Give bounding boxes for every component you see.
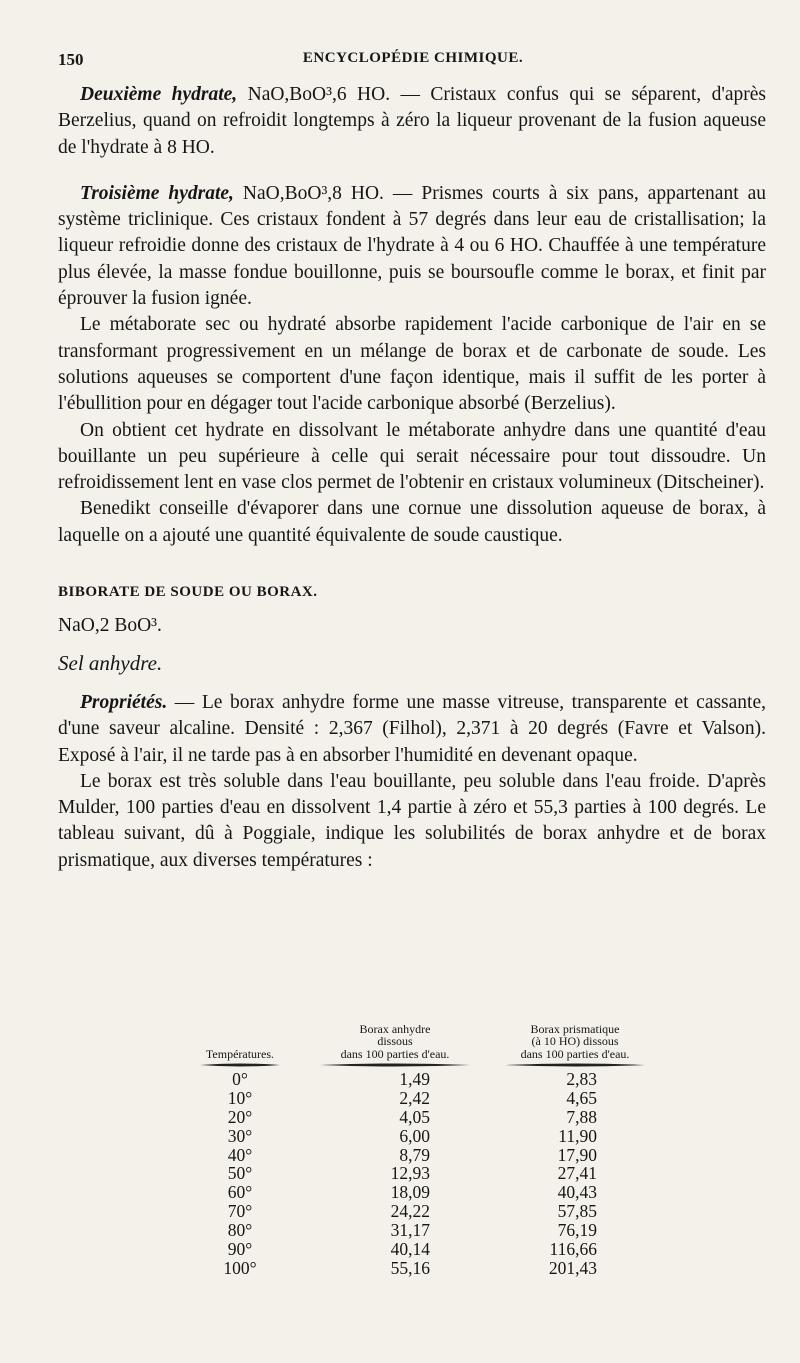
cell-borax-anhydre: 4,05 [399,1106,430,1127]
cell-temperature: 0° [232,1069,248,1089]
section-title: BIBORATE DE SOUDE OU BORAX. [58,584,318,601]
cell-borax-prismatique: 11,90 [558,1125,597,1146]
paragraph-text: NaO,BoO³,8 HO. — Prismes courts à six pans, appartenant au système triclinique. Ces cristaux fondent à 57 degrés dans leur eau de cristallisation; la liqueur refroidie donne des cristaux de l'hydrate à 4 ou 6 HO. Chauffée à une température plus élevée, la masse fondue bouillonne, puis se boursoufle comme le borax, et finit par éprouver la fusion ignée. [58,182,766,310]
cell-temperature: 70° [227,1201,253,1222]
cell-temperature: 90° [227,1239,253,1260]
cell-borax-anhydre: 12,93 [390,1163,430,1184]
cell-temperature: 40° [227,1144,253,1165]
cell-borax-anhydre: 2,42 [399,1087,430,1108]
cell-borax-prismatique: 27,41 [557,1163,597,1184]
header-rule [505,1062,645,1068]
header-line: dans 100 parties d'eau. [520,1046,630,1061]
cell-borax-anhydre: 1,49 [399,1069,430,1089]
table-row [170,1221,670,1240]
table-row [170,1108,670,1127]
cell-borax-anhydre: 31,17 [390,1220,430,1241]
paragraph-troisieme-hydrate [58,181,766,312]
header-borax-anhydre [310,1023,480,1061]
table-body [170,1070,670,1278]
table-row [170,1240,670,1259]
page-header [58,50,768,72]
cell-temperature: 10° [227,1087,253,1108]
paragraph-deuxieme-hydrate [58,82,766,161]
table-row [170,1164,670,1183]
cell-borax-anhydre: 40,14 [390,1239,430,1260]
paragraph-proprietes [58,690,766,769]
table-row [170,1183,670,1202]
cell-borax-prismatique: 57,85 [557,1201,597,1222]
header-line: dans 100 parties d'eau. [340,1046,450,1061]
cell-borax-anhydre: 24,22 [390,1201,430,1222]
cell-borax-prismatique: 4,65 [566,1087,597,1108]
cell-borax-prismatique: 2,83 [566,1069,597,1089]
header-line: (à 10 HO) dissous [531,1034,619,1048]
paragraph-obtention: On obtient cet hydrate en dissolvant le métaborate anhydre dans une quantité d'eau bouillante un peu supérieure à celle qui serait nécessaire pour tout dissoudre. Un refroidissement lent en vase clos permet de l'obtenir en cristaux volumineux (Ditscheiner). [58,419,766,494]
section-formula: NaO,2 BoO³. [58,615,162,637]
cell-temperature: 80° [227,1220,253,1241]
table-row [170,1202,670,1221]
table-row [170,1070,670,1089]
cell-borax-anhydre: 8,79 [399,1144,430,1165]
solubility-table [170,1008,670,1278]
header-rule [320,1062,470,1068]
table-header [170,1008,670,1062]
cell-borax-prismatique: 17,90 [557,1144,597,1165]
header-line: Borax prismatique [530,1021,620,1036]
cell-borax-prismatique: 40,43 [557,1182,597,1203]
page-number: 150 [58,50,84,69]
cell-temperature: 60° [227,1182,253,1203]
cell-borax-prismatique: 76,19 [557,1220,597,1241]
section-subtitle: Sel anhydre. [58,650,163,675]
header-borax-prismatique [495,1023,655,1061]
cell-borax-anhydre: 6,00 [399,1125,430,1146]
table-row [170,1146,670,1165]
header-line: dissous [377,1034,413,1048]
cell-temperature: 50° [227,1163,253,1184]
paragraph-text: NaO,BoO³,6 HO. — Cristaux confus qui se séparent, d'après Berzelius, quand on refroidit longtemps à zéro la liqueur provenant de la fusion aqueuse de l'hydrate à 8 HO. [58,84,766,158]
header-temperatures: Températures. [205,1046,275,1061]
cell-temperature: 30° [227,1125,253,1146]
cell-temperature: 20° [227,1106,253,1127]
cell-borax-prismatique: 201,43 [548,1257,597,1278]
paragraph-benedikt: Benedikt conseille d'évaporer dans une cornue une dissolution aqueuse de borax, à laquelle on a ajouté une quantité équivalente de soude caustique. [58,498,766,546]
table-row [170,1127,670,1146]
body-text [58,82,766,874]
paragraph-text: — Le borax anhydre forme une masse vitreuse, transparente et cassante, d'une saveur alcaline. Densité : 2,367 (Filhol), 2,371 à 20 degrés (Favre et Valson). Exposé à l'air, il ne tarde pas à en absorber l'humidité en devenant opaque. [58,691,766,766]
header-rule [200,1062,280,1068]
cell-borax-anhydre: 18,09 [390,1182,430,1203]
paragraph-lead: Propriétés. [80,691,168,713]
table-row [170,1259,670,1278]
table-row [170,1089,670,1108]
cell-temperature: 100° [223,1257,257,1278]
cell-borax-prismatique: 116,66 [549,1239,597,1260]
cell-borax-anhydre: 55,16 [390,1257,430,1278]
running-title: ENCYCLOPÉDIE CHIMIQUE. [302,50,524,66]
cell-borax-prismatique: 7,88 [566,1106,597,1127]
paragraph-solubilite: Le borax est très soluble dans l'eau bouillante, peu soluble dans l'eau froide. D'après Mulder, 100 parties d'eau en dissolvent 1,4 partie à zéro et 55,3 parties à 100 degrés. Le tableau suivant, dû à Poggiale, indique les solubilités de borax anhydre et de borax prismatique, aux diverses températures : [58,770,766,871]
paragraph-lead: Deuxième hydrate, [80,84,238,105]
header-line: Borax anhydre [359,1021,431,1036]
paragraph-lead: Troisième hydrate, [80,182,234,204]
paragraph-metaborate: Le métaborate sec ou hydraté absorbe rapidement l'acide carbonique de l'air en se transformant progressivement en un mélange de borax et de carbonate de soude. Les solutions aqueuses se comportent d'une façon identique, mais il suffit de les porter à l'ébullition pour en dégager tout l'acide carbonique absorbé (Berzelius). [58,314,766,415]
